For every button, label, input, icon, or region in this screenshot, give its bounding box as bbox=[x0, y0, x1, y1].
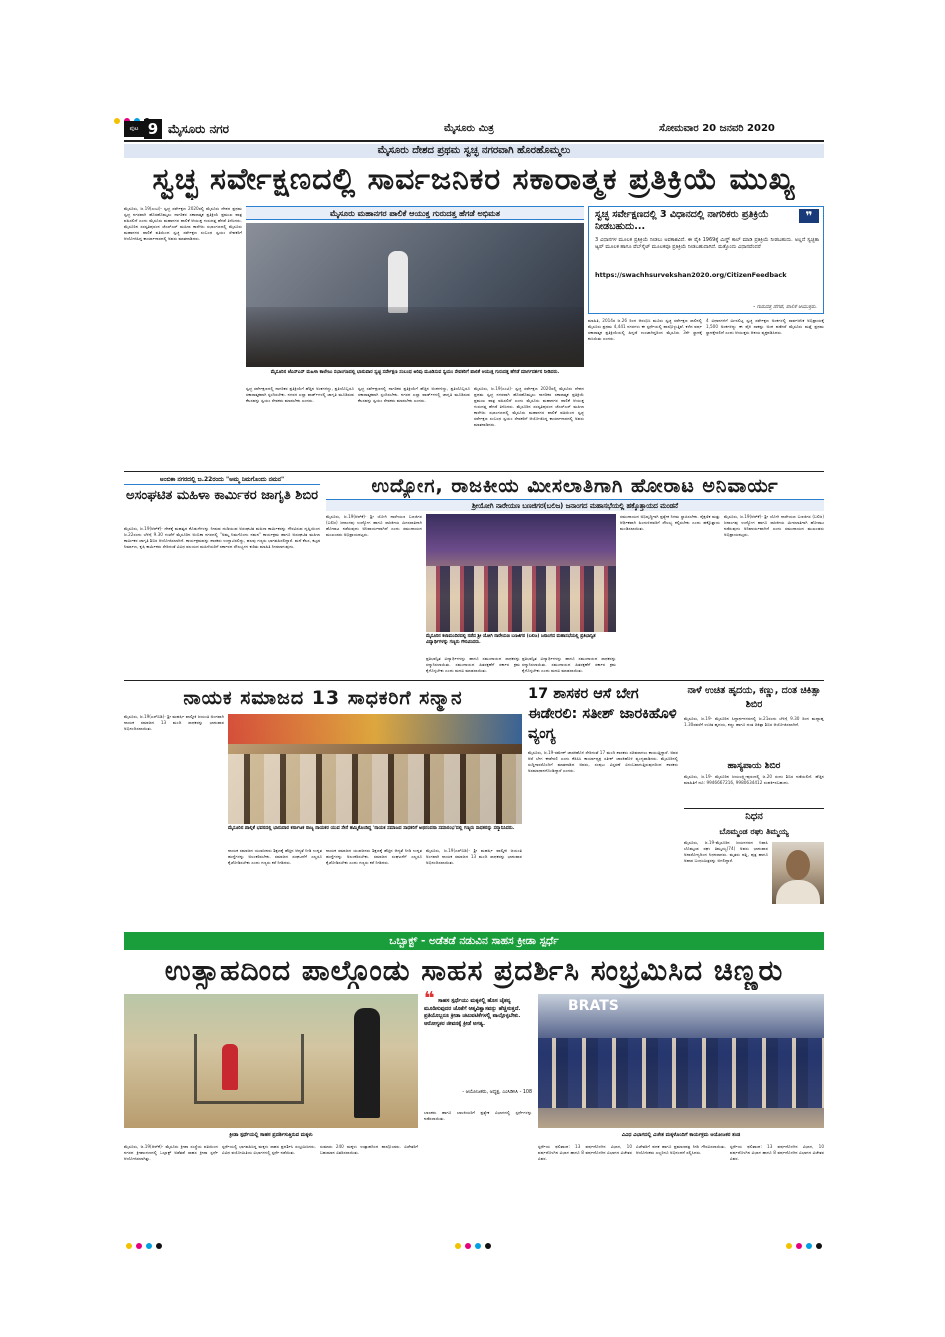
registration-marks-bottom-mid bbox=[455, 1243, 491, 1249]
divider-1 bbox=[124, 471, 824, 472]
divider-2 bbox=[124, 680, 824, 681]
story7-body-col1: ಮೈಸೂರು, ಜ.19(ಆರ್‌ಕೆ)- ಮೈಸೂರು ಕ್ರೀಡಾ ಸಂಸ್ಥೆಯ ವತಿಯಿಂದ ನಗರದ ಕ್ರೀಡಾಂಗಣದಲ್ಲಿ ಒಬ್ಬಾಕ್ಟ್ ಅಡೆತಡೆ ಸಾಹಸ ಕ್ರೀಡಾ ಸ್ಪರ್ಧೆ ಆಯೋಜಿಸಲಾಗಿತ್ತು. bbox=[124, 1144, 218, 1161]
story3-headline: ಉದ್ಯೋಗ, ರಾಜಕೀಯ ಮೀಸಲಾತಿಗಾಗಿ ಹೋರಾಟ ಅನಿವಾರ್ಯ bbox=[371, 475, 779, 497]
obituary-portrait bbox=[772, 842, 824, 904]
story2-flag: ಅಂಬಿಕಾ ನಗರದಲ್ಲಿ ಜ.22ರಂದು "ಅಮ್ಮ ನಿಮಗೊಂದು ನಮನ" bbox=[124, 474, 320, 485]
story3-body-col1: ಮೈಸೂರು, ಜ.19(ಆರ್‌ಕೆ)- ಶ್ರೀ ಯೋಗಿ ನಾರೇಯಣ ಬಣಜಿಗರ (ಬಲಿಜ) ಜನಾಂಗವು ಉದ್ಯೋಗ ಹಾಗೂ ರಾಜಕೀಯ ಮೀಸಲಾತಿಗಾಗಿ ಹೋರಾಟ ನಡೆಸುವುದು ಅನಿವಾರ್ಯವಾಗಿದೆ ಎಂದು ಸಮುದಾಯದ ಮುಖಂಡರು ಅಭಿಪ್ರಾಯಪಟ್ಟರು. bbox=[326, 514, 422, 537]
story4-caption: ಮೈಸೂರಿನ ಪಾಲ್ಗಿಕೆ ಭವನದಲ್ಲಿ ಭಾನುವಾರ ಕರ್ನಾಟಕ ರಾಜ್ಯ ನಾಯಕರ ಯುವ ಸೇನೆ ಹಮ್ಮಿಕೊಂಡಿದ್ದ 'ನಾಯಕ ಸಮಾಜದ ಸಾಧಕರಿಗೆ ಅಭಿನಂದನಾ ಸಮಾರಂಭ'ದಲ್ಲಿ ಗಣ್ಯರು ಸಾಧಕರನ್ನು ಸನ್ಮಾನಿಸಿದರು. bbox=[228, 826, 515, 831]
obituary-name: ಬೊಮ್ಮಂಡ ರಘು ತಿಮ್ಮಯ್ಯ bbox=[719, 827, 789, 836]
story7-quote-box bbox=[424, 988, 532, 1106]
story3-body-col2: ಪ್ರತಿಭಾನ್ವಿತ ವಿದ್ಯಾರ್ಥಿಗಳನ್ನು ಹಾಗೂ ಸಮುದಾಯದ ಸಾಧಕರನ್ನು ಸನ್ಮಾನಿಸಲಾಯಿತು. ಸಮುದಾಯದ ಹಿತರಕ್ಷಣೆಗೆ ಸರ್ಕಾರ ಕ್ರಮ ಕೈಗೊಳ್ಳಬೇಕು ಎಂದು ಮನವಿ ಮಾಡಲಾಯಿತು. bbox=[426, 656, 520, 673]
story4-body-col4: ಮೈಸೂರು, ಜ.19(ಎಸ್‌ಬಿಡಿ)- ಶ್ರೀ ಮಹರ್ಷಿ ವಾಲ್ಮೀಕಿ ಜಯಂತಿ ಅಂಗವಾಗಿ ನಾಯಕ ಸಮಾಜದ 13 ಮಂದಿ ಸಾಧಕರನ್ನು ಭಾನುವಾರ ಅಭಿನಂದಿಸಲಾಯಿತು. bbox=[426, 848, 522, 865]
story1-body-col6: 4 ವಿಧಾನಗಳಿಗೆ ಮೀಸಲಿಟ್ಟ ಸ್ವಚ್ಛ ಸರ್ವೇಕ್ಷಣ ಅಂಕಗಳಲ್ಲಿ ಸಾರ್ವಜನಿಕ ಅಭಿಪ್ರಾಯಕ್ಕೆ 1,500 ಅಂಕಗಳಿದ್ದು ಈ ಪೈಕಿ ಸಾಕಷ್ಟು ಅಂಕ ಪಡೆದರೆ ಮೈಸೂರು ಮತ್ತೆ ಪ್ರಥಮ ಸ್ಥಾನಕ್ಕೇರಲಿದೆ ಎಂದು ಆಯುಕ್ತರು ಆಶಯ ವ್ಯಕ್ತಪಡಿಸಿದರು. bbox=[706, 318, 824, 335]
quote-mark-icon: ❝ bbox=[424, 988, 435, 1009]
story1-body-col3: ಸ್ವಚ್ಛ ಸರ್ವೇಕ್ಷಣದಲ್ಲಿ ನಾಗರಿಕರ ಪ್ರತಿಕ್ರಿಯೆಗೆ ಹೆಚ್ಚಿನ ಅಂಕಗಳಿದ್ದು, ಪ್ರತಿಯೊಬ್ಬರೂ ಸಕಾರಾತ್ಮಕವಾಗಿ ಸ್ಪಂದಿಸಬೇಕು. ನಗರದ ಎಲ್ಲಾ ವಾರ್ಡ್‌ಗಳಲ್ಲಿ ಜಾಗೃತಿ ಮೂಡಿಸುವ ಕೆಲಸವನ್ನು ಸ್ವಯಂ ಸೇವಕರು ಮಾಡಬೇಕು ಎಂದರು. bbox=[358, 386, 470, 403]
story4-body-col3: ನಾಯಕ ಸಮಾಜದ ಯುವಜನರು ಶಿಕ್ಷಣಕ್ಕೆ ಹೆಚ್ಚಿನ ಆದ್ಯತೆ ನೀಡಿ ಉನ್ನತ ಹುದ್ದೆಗಳನ್ನು ಅಲಂಕರಿಸಬೇಕು. ಸಮಾಜದ ಸಂಘಟನೆಗೆ ಎಲ್ಲರೂ ಕೈಜೋಡಿಸಬೇಕು ಎಂದು ಗಣ್ಯರು ಕರೆ ನೀಡಿದರು. bbox=[326, 848, 422, 865]
audience bbox=[246, 307, 584, 367]
story6-sub-body: ಮೈಸೂರು, ಜ.19- ಮೈಸೂರಿನ ಜಯಲಕ್ಷ್ಮೀಪುರಂನಲ್ಲಿ ಜ.20 ರಂದು ಶಿಬಿರ ನಡೆಯಲಿದೆ. ಹೆಚ್ಚಿನ ಮಾಹಿತಿಗೆ ದೂ: 9946667216, 9980634412 ಸಂಪರ್ಕಿಸಬಹುದು. bbox=[684, 774, 824, 785]
issue-date: ಸೋಮವಾರ 20 ಜನವರಿ 2020 bbox=[659, 123, 775, 134]
awardees-row bbox=[426, 566, 616, 632]
box-link[interactable]: https://swachhsurvekshan2020.org/CitizenFeedback bbox=[595, 271, 787, 279]
story7-body-col3: ಸುಮಾರು 240 ಮಕ್ಕಳು ಉತ್ಸಾಹದಿಂದ ಪಾಲ್ಗೊಂಡರು. ವಿಜೇತರಿಗೆ ಬಹುಮಾನ ವಿತರಿಸಲಾಯಿತು. bbox=[320, 1144, 418, 1155]
story1-body-col2: ಸ್ವಚ್ಛ ಸರ್ವೇಕ್ಷಣದಲ್ಲಿ ನಾಗರಿಕರ ಪ್ರತಿಕ್ರಿಯೆಗೆ ಹೆಚ್ಚಿನ ಅಂಕಗಳಿದ್ದು, ಪ್ರತಿಯೊಬ್ಬರೂ ಸಕಾರಾತ್ಮಕವಾಗಿ ಸ್ಪಂದಿಸಬೇಕು. ನಗರದ ಎಲ್ಲಾ ವಾರ್ಡ್‌ಗಳಲ್ಲಿ ಜಾಗೃತಿ ಮೂಡಿಸುವ ಕೆಲಸವನ್ನು ಸ್ವಯಂ ಸೇವಕರು ಮಾಡಬೇಕು ಎಂದರು. bbox=[246, 386, 354, 403]
story1-caption: ಮೈಸೂರಿನ ಜೆಎಸ್‌ಎಸ್ ಮಹಿಳಾ ಕಾಲೇಜು ಸಭಾಂಗಣದಲ್ಲಿ ಭಾನುವಾರ ಸ್ವಚ್ಛ ಸರ್ವೇಕ್ಷಣ ಸಂಬಂಧ ಅರಿವು ಮೂಡಿಸುವ ಸ್ವಯಂ ಸೇವಕರಿಗೆ ಪಾಲಿಕೆ ಆಯುಕ್ತ ಗುರುದತ್ತ ಹೆಗಡೆ ಮಾರ್ಗದರ್ಶನ ನೀಡಿದರು. bbox=[270, 370, 560, 375]
story7-photo2-caption: ವಿವಿಧ ವಿಭಾಗದಲ್ಲಿ ವಿಜೇತ ಮಕ್ಕಳೊಂದಿಗೆ ಕಾರ್ಯಕ್ರಮ ಆಯೋಜಕರ ತಂಡ bbox=[621, 1132, 741, 1138]
quote-signature: - ಆಯೋಜಕರು, ಅಧ್ಯಕ್ಷ, ಎಂಸಿಡಿಸಿಸಿ - 108 bbox=[462, 1090, 532, 1095]
story6-sub-headline: ಹಾಸ್ಯಪಾಯ ಶಿಬಿರ bbox=[727, 761, 781, 771]
story2-body: ಮೈಸೂರು, ಜ.19(ಆರ್‌ಕೆ)- ದೇಶಕ್ಕೆ ಮಹತ್ವದ ಕೊಡುಗೆಗಳನ್ನು ನೀಡುವ ದುಡಿಯುವ ಅಸಂಘಟಿತ ಮಹಿಳಾ ಕಾರ್ಮಿಕರನ್ನು ಗೌರವಿಸುವ ದೃಷ್ಟಿಯಿಂದ ಜ.22ರಂದು ಬೆಳಿಗ್ಗೆ 9.30 ಗಂಟೆಗೆ ಮೈಸೂರಿನ ಅಂಬಿಕಾ ನಗರದಲ್ಲಿ "ಅಮ್ಮ ನಿಮಗೊಂದು ನಮನ" ಕಾರ್ಯಕ್ರಮ ಹಾಗೂ ಅಸಂಘಟಿತ ಮಹಿಳಾ ಕಾರ್ಮಿಕರ ಜಾಗೃತಿ ಶಿಬಿರ ಆಯೋಜಿಸಲಾಗಿದೆ. ಕಾರ್ಯಕ್ರಮವನ್ನು ಶಾಸಕರು ಉದ್ಘಾಟಿಸಲಿದ್ದು, ಹಲವು ಗಣ್ಯರು ಭಾಗವಹಿಸಲಿದ್ದಾರೆ. ಮನೆ ಕೆಲಸ, ಕಟ್ಟಡ ನಿರ್ಮಾಣ, ಕೃಷಿ ಕಾರ್ಮಿಕರು ಸೇರಿದಂತೆ ವಿವಿಧ ವಲಯದ ಮಹಿಳೆಯರಿಗೆ ಸರ್ಕಾರದ ಸೌಲಭ್ಯಗಳ ಕುರಿತು ಮಾಹಿತಿ ನೀಡಲಾಗುವುದು. bbox=[124, 526, 320, 549]
story1-body-col1: ಮೈಸೂರು, ಜ.19(ಎಂಟಿ)- ಸ್ವಚ್ಛ ಸರ್ವೇಕ್ಷಣ 2020ರಲ್ಲಿ ಮೈಸೂರು ದೇಶದ ಪ್ರಥಮ ಸ್ವಚ್ಛ ನಗರವಾಗಿ ಹೊರಹೊಮ್ಮಲು ನಾಗರಿಕರ ಸಕಾರಾತ್ಮಕ ಪ್ರತಿಕ್ರಿಯೆ ಪ್ರಮುಖ ಪಾತ್ರ ವಹಿಸಲಿದೆ ಎಂದು ಮೈಸೂರು ಮಹಾನಗರ ಪಾಲಿಕೆ ಆಯುಕ್ತ ಗುರುದತ್ತ ಹೆಗಡೆ ತಿಳಿಸಿದರು. ಮೈಸೂರಿನ ಸರಸ್ವತಿಪುರಂನ ಜೆಎಸ್‌ಎಸ್ ಮಹಿಳಾ ಕಾಲೇಜು ಸಭಾಂಗಣದಲ್ಲಿ ಮೈಸೂರು ಮಹಾನಗರ ಪಾಲಿಕೆ ವತಿಯಿಂದ ಸ್ವಚ್ಛ ಸರ್ವೇಕ್ಷಣ ಸಂಬಂಧ ಸ್ವಯಂ ಸೇವಕರಿಗೆ ಆಯೋಜಿಸಿದ್ದ ಕಾರ್ಯಾಗಾರದಲ್ಲಿ ಅವರು ಮಾತನಾಡಿದರು. bbox=[124, 206, 242, 241]
honorees bbox=[228, 754, 522, 824]
obituary-body: ಮೈಸೂರು, ಜ.19-ಮೈಸೂರಿನ ಜಯನಗರದ ನಿವಾಸಿ ಬೊಮ್ಮಂಡ ರಘು ತಿಮ್ಮಯ್ಯ(74) ಅವರು ಭಾನುವಾರ ಅನಾರೋಗ್ಯದಿಂದ ನಿಧನರಾದರು. ಮೃತರು ಪತ್ನಿ, ಪುತ್ರ ಹಾಗೂ ಅಪಾರ ಬಂಧುಮಿತ್ರರನ್ನು ಅಗಲಿದ್ದಾರೆ. bbox=[684, 840, 768, 863]
story6-headline: ನಾಳೆ ಉಚಿತ ಹೃದಯ, ಕಣ್ಣು, ದಂತ ಚಿಕಿತ್ಸಾ ಶಿಬಿರ bbox=[687, 685, 821, 710]
band-label: ಒಬ್ಬಾಕ್ಟ್ - ಅಡೆತಡೆ ನಡುವಿನ ಸಾಹಸ ಕ್ರೀಡಾ ಸ್ಪರ್ಧೆ bbox=[389, 935, 559, 947]
paper-name: ಮೈಸೂರು ಮಿತ್ರ bbox=[444, 123, 494, 134]
child-figure bbox=[222, 1044, 238, 1090]
story3-subhead: ಶ್ರೀಯೋಗಿ ನಾರೇಯಣ ಬಣಜಿಗರ(ಬಲಿಜ) ಜನಾಂಗದ ಮಹಾಸಭೆಯಲ್ಲಿ ಹಕ್ಕೊತ್ತಾಯದ ಮಂಡನೆ bbox=[326, 499, 824, 511]
page-number: 9 bbox=[144, 119, 162, 139]
story7-headline: ಉತ್ಸಾಹದಿಂದ ಪಾಲ್ಗೊಂಡು ಸಾಹಸ ಪ್ರದರ್ಶಿಸಿ ಸಂಭ್ರಮಿಸಿದ ಚಿಣ್ಣರು bbox=[164, 954, 784, 987]
story1-kicker: ಮೈಸೂರು ದೇಶದ ಪ್ರಥಮ ಸ್ವಚ್ಛ ನಗರವಾಗಿ ಹೊರಹೊಮ್ಮಲು bbox=[124, 144, 824, 158]
story1-headline: ಸ್ವಚ್ಛ ಸರ್ವೇಕ್ಷಣದಲ್ಲಿ ಸಾರ್ವಜನಿಕರ ಸಕಾರಾತ್ಮಕ ಪ್ರತಿಕ್ರಿಯೆ ಮುಖ್ಯ bbox=[152, 162, 796, 197]
hurdle-frame bbox=[194, 1034, 304, 1104]
story7-body-col5: ಸ್ಪರ್ಧೆಯ ಫಲಿತಾಂಶ: 13 ವರ್ಷದೊಳಗಿನ ವಿಭಾಗ, 10 ವರ್ಷದೊಳಗಿನ ವಿಭಾಗ ಹಾಗೂ 8 ವರ್ಷದೊಳಗಿನ ವಿಭಾಗದ ವಿಜೇತರ ವಿವರ. bbox=[538, 1144, 632, 1161]
story4-photo bbox=[228, 714, 522, 824]
story7-photo1 bbox=[124, 994, 418, 1128]
registration-marks-bottom-right bbox=[786, 1243, 822, 1249]
page-label: ಪುಟ bbox=[124, 121, 144, 137]
story1-subhead: ಮೈಸೂರು ಮಹಾನಗರ ಪಾಲಿಕೆ ಆಯುಕ್ತ ಗುರುದತ್ತ ಹೆಗಡೆ ಅಭಿಮತ bbox=[246, 206, 584, 220]
story7-photo2 bbox=[538, 994, 824, 1128]
quote-text: ಸಾಹಸ ಸ್ಪರ್ಧೆಯು ಮಕ್ಕಳಲ್ಲಿ ಹೊಸ ಚೈತನ್ಯ ಮೂಡಿಸುವುದರ ಜೊತೆಗೆ ಆತ್ಮವಿಶ್ವಾಸವನ್ನು ಹೆಚ್ಚಿಸುತ್ತದೆ. ಪ್ರತಿಯೊಬ್ಬರೂ ಕ್ರೀಡಾ ಚಟುವಟಿಕೆಗಳಲ್ಲಿ ಪಾಲ್ಗೊಳ್ಳಬೇಕು. ಆರೋಗ್ಯಕರ ಜೀವನಕ್ಕೆ ಕ್ರೀಡೆ ಅಗತ್ಯ. bbox=[424, 998, 521, 1027]
box-title: ಸ್ವಚ್ಛ ಸರ್ವೇಕ್ಷಣದಲ್ಲಿ 3 ವಿಧಾನದಲ್ಲಿ ನಾಗರಿಕರು ಪ್ರತಿಕ್ರಿಯೆ ನೀಡಬಹುದು... bbox=[595, 209, 769, 232]
story4-headline: ನಾಯಕ ಸಮಾಜದ 13 ಸಾಧಕರಿಗೆ ಸನ್ಮಾನ bbox=[183, 687, 463, 709]
portrait-face bbox=[786, 850, 810, 880]
story6-body: ಮೈಸೂರು, ಜ.19- ಮೈಸೂರಿನ ಸಿದ್ದಾರ್ಥನಗರದಲ್ಲಿ ಜ.21ರಂದು ಬೆಳಿಗ್ಗೆ 9.30 ರಿಂದ ಮಧ್ಯಾಹ್ನ 1.30ರವರೆಗೆ ಉಚಿತ ಹೃದಯ, ಕಣ್ಣು ಹಾಗೂ ದಂತ ಚಿಕಿತ್ಸಾ ಶಿಬಿರ ಆಯೋಜಿಸಲಾಗಿದೆ. bbox=[684, 716, 824, 727]
box-signature: - ಗುರುದತ್ತ ಹೆಗಡೆ, ಪಾಲಿಕೆ ಆಯುಕ್ತರು. bbox=[753, 304, 817, 310]
story7-body-col6: ವಿಜೇತರಿಗೆ ಪದಕ ಹಾಗೂ ಪ್ರಮಾಣಪತ್ರ ನೀಡಿ ಗೌರವಿಸಲಾಯಿತು. ಆಯೋಜಕರು ಎಲ್ಲರಿಗೂ ಅಭಿನಂದನೆ ಸಲ್ಲಿಸಿದರು. bbox=[636, 1144, 726, 1155]
masthead bbox=[124, 119, 824, 139]
story4-body-col2: ನಾಯಕ ಸಮಾಜದ ಯುವಜನರು ಶಿಕ್ಷಣಕ್ಕೆ ಹೆಚ್ಚಿನ ಆದ್ಯತೆ ನೀಡಿ ಉನ್ನತ ಹುದ್ದೆಗಳನ್ನು ಅಲಂಕರಿಸಬೇಕು. ಸಮಾಜದ ಸಂಘಟನೆಗೆ ಎಲ್ಲರೂ ಕೈಜೋಡಿಸಬೇಕು ಎಂದು ಗಣ್ಯರು ಕರೆ ನೀಡಿದರು. bbox=[228, 848, 322, 865]
quote-icon: ❞ bbox=[799, 209, 819, 223]
story7-photo1-caption: ಕ್ರೀಡಾ ಸ್ಪರ್ಧೆಯಲ್ಲಿ ಸಾಹಸ ಪ್ರದರ್ಶಿಸುತ್ತಿರುವ ಮಕ್ಕಳು bbox=[229, 1132, 313, 1138]
story3-caption: ಮೈಸೂರಿನ ಕಲಾಮಂದಿರದಲ್ಲಿ ನಡೆದ ಶ್ರೀ ಯೋಗಿ ನಾರೇಯಣ ಬಣಜಿಗರ (ಬಲಿಜ) ಜನಾಂಗದ ಮಹಾಸಭೆಯಲ್ಲಿ ಪ್ರತಿಭಾನ್ವಿತ ವಿದ್ಯಾರ್ಥಿಗಳನ್ನು ಗಣ್ಯರು ಗೌರವಿಸಿದರು. bbox=[426, 634, 596, 645]
story2-headline: ಅಸಂಘಟಿತ ಮಹಿಳಾ ಕಾರ್ಮಿಕರ ಜಾಗೃತಿ ಶಿಬಿರ bbox=[125, 488, 319, 503]
obituary-rule bbox=[684, 808, 824, 809]
story3-body-col4: ಸಮುದಾಯದ ಅಭಿವೃದ್ಧಿಗಾಗಿ ಪ್ರತ್ಯೇಕ ನಿಗಮ ಸ್ಥಾಪಿಸಬೇಕು. ಶೈಕ್ಷಣಿಕ ಮತ್ತು ಆರ್ಥಿಕವಾಗಿ ಹಿಂದುಳಿದವರಿಗೆ ಸೌಲಭ್ಯ ಕಲ್ಪಿಸಬೇಕು ಎಂದು ಹಕ್ಕೊತ್ತಾಯ ಮಂಡಿಸಲಾಯಿತು. bbox=[620, 514, 720, 531]
story3-body-col5: ಮೈಸೂರು, ಜ.19(ಆರ್‌ಕೆ)- ಶ್ರೀ ಯೋಗಿ ನಾರೇಯಣ ಬಣಜಿಗರ (ಬಲಿಜ) ಜನಾಂಗವು ಉದ್ಯೋಗ ಹಾಗೂ ರಾಜಕೀಯ ಮೀಸಲಾತಿಗಾಗಿ ಹೋರಾಟ ನಡೆಸುವುದು ಅನಿವಾರ್ಯವಾಗಿದೆ ಎಂದು ಸಮುದಾಯದ ಮುಖಂಡರು ಅಭಿಪ್ರಾಯಪಟ್ಟರು. bbox=[724, 514, 824, 537]
registration-marks-bottom-left bbox=[126, 1243, 162, 1249]
banner-text: BRATS bbox=[568, 998, 619, 1014]
portrait-shoulders bbox=[776, 880, 820, 904]
sport-band bbox=[124, 932, 824, 950]
story7-body-col7: ಸ್ಪರ್ಧೆಯ ಫಲಿತಾಂಶ: 13 ವರ್ಷದೊಳಗಿನ ವಿಭಾಗ, 10 ವರ್ಷದೊಳಗಿನ ವಿಭಾಗ ಹಾಗೂ 8 ವರ್ಷದೊಳಗಿನ ವಿಭಾಗದ ವಿಜೇತರ ವಿವರ. bbox=[730, 1144, 824, 1161]
speaker-figure bbox=[388, 251, 408, 313]
box-body: 3 ವಿಧಾನಗಳ ಮೂಲಕ ಪ್ರತಿಕ್ರಿಯೆ ನೀಡಲು ಅವಕಾಶವಿದೆ. ಈ ಪೈಕಿ 1969ಕ್ಕೆ ಮಿಸ್ಡ್ ಕಾಲ್ ಮಾಡಿ ಪ್ರತಿಕ್ರಿಯೆ ನೀಡಬಹುದು. ಅಲ್ಲದೆ ಸ್ವಚ್ಛತಾ ಆ್ಯಪ್ ಮೂಲಕ ಹಾಗೂ ವೆಬ್‌ಸೈಟ್ ಮೂಲಕವೂ ಪ್ರತಿಕ್ರಿಯೆ ನೀಡಬಹುದಾಗಿದೆ. ಮತ್ತೊಂದು ವಿಧಾನವೆಂದರೆ bbox=[595, 237, 819, 250]
story5-body: ಮೈಸೂರು, ಜ.19-ರಮೇಶ್ ಜಾರಕಿಹೊಳಿ ಸೇರಿದಂತೆ 17 ಮಂದಿ ಶಾಸಕರು ಸಚಿವರಾಗಲು ಕಾಯುತ್ತಿದ್ದಾರೆ. ಅವರ ಆಸೆ ಬೇಗ ಈಡೇರಲಿ ಎಂದು ಕೆಪಿಸಿಸಿ ಕಾರ್ಯಾಧ್ಯಕ್ಷ ಸತೀಶ್ ಜಾರಕಿಹೊಳಿ ವ್ಯಂಗ್ಯವಾಡಿದರು. ಮೈಸೂರಿನಲ್ಲಿ ಸುದ್ದಿಗಾರರೊಂದಿಗೆ ಮಾತನಾಡಿದ ಅವರು, ಸಂಪುಟ ವಿಸ್ತರಣೆ ವಿಳಂಬವಾಗುತ್ತಿರುವುದರಿಂದ ಶಾಸಕರು ಅಸಮಾಧಾನಗೊಂಡಿದ್ದಾರೆ ಎಂದರು. bbox=[528, 750, 678, 773]
story1-body-col4: ಮೈಸೂರು, ಜ.19(ಎಂಟಿ)- ಸ್ವಚ್ಛ ಸರ್ವೇಕ್ಷಣ 2020ರಲ್ಲಿ ಮೈಸೂರು ದೇಶದ ಪ್ರಥಮ ಸ್ವಚ್ಛ ನಗರವಾಗಿ ಹೊರಹೊಮ್ಮಲು ನಾಗರಿಕರ ಸಕಾರಾತ್ಮಕ ಪ್ರತಿಕ್ರಿಯೆ ಪ್ರಮುಖ ಪಾತ್ರ ವಹಿಸಲಿದೆ ಎಂದು ಮೈಸೂರು ಮಹಾನಗರ ಪಾಲಿಕೆ ಆಯುಕ್ತ ಗುರುದತ್ತ ಹೆಗಡೆ ತಿಳಿಸಿದರು. ಮೈಸೂರಿನ ಸರಸ್ವತಿಪುರಂನ ಜೆಎಸ್‌ಎಸ್ ಮಹಿಳಾ ಕಾಲೇಜು ಸಭಾಂಗಣದಲ್ಲಿ ಮೈಸೂರು ಮಹಾನಗರ ಪಾಲಿಕೆ ವತಿಯಿಂದ ಸ್ವಚ್ಛ ಸರ್ವೇಕ್ಷಣ ಸಂಬಂಧ ಸ್ವಯಂ ಸೇವಕರಿಗೆ ಆಯೋಜಿಸಿದ್ದ ಕಾರ್ಯಾಗಾರದಲ್ಲಿ ಅವರು ಮಾತನಾಡಿದರು. bbox=[474, 386, 584, 427]
coach-figure bbox=[354, 1008, 380, 1118]
story4-body-col1: ಮೈಸೂರು, ಜ.19(ಎಸ್‌ಬಿಡಿ)- ಶ್ರೀ ಮಹರ್ಷಿ ವಾಲ್ಮೀಕಿ ಜಯಂತಿ ಅಂಗವಾಗಿ ನಾಯಕ ಸಮಾಜದ 13 ಮಂದಿ ಸಾಧಕರನ್ನು ಭಾನುವಾರ ಅಭಿನಂದಿಸಲಾಯಿತು. bbox=[124, 714, 224, 731]
story7-body-col4: ಬಾಲಕರು ಹಾಗೂ ಬಾಲಕಿಯರಿಗೆ ಪ್ರತ್ಯೇಕ ವಿಭಾಗದಲ್ಲಿ ಸ್ಪರ್ಧೆಗಳನ್ನು ನಡೆಸಲಾಯಿತು. bbox=[424, 1110, 532, 1121]
banner bbox=[228, 714, 522, 744]
story3-body-col3: ಪ್ರತಿಭಾನ್ವಿತ ವಿದ್ಯಾರ್ಥಿಗಳನ್ನು ಹಾಗೂ ಸಮುದಾಯದ ಸಾಧಕರನ್ನು ಸನ್ಮಾನಿಸಲಾಯಿತು. ಸಮುದಾಯದ ಹಿತರಕ್ಷಣೆಗೆ ಸರ್ಕಾರ ಕ್ರಮ ಕೈಗೊಳ್ಳಬೇಕು ಎಂದು ಮನವಿ ಮಾಡಲಾಯಿತು. bbox=[522, 656, 616, 673]
team-row bbox=[538, 1038, 824, 1108]
story7-body-col2: ಸ್ಪರ್ಧೆಯಲ್ಲಿ ಭಾಗವಹಿಸಿದ್ದ ಮಕ್ಕಳು ಸಾಹಸ ಪ್ರದರ್ಶಿಸಿ ಸಂಭ್ರಮಿಸಿದರು. ವಿವಿಧ ವಯೋಮಿತಿಯ ವಿಭಾಗಗಳಲ್ಲಿ ಸ್ಪರ್ಧೆ ನಡೆಯಿತು. bbox=[222, 1144, 316, 1155]
story5-headline: 17 ಶಾಸಕರ ಆಸೆ ಬೇಗ ಈಡೇರಲಿ: ಸತೀಶ್ ಜಾರಕಿಹೊಳಿ ವ್ಯಂಗ್ಯ bbox=[528, 686, 677, 742]
story1-photo bbox=[246, 223, 584, 367]
story1-info-box bbox=[588, 206, 824, 314]
section-name: ಮೈಸೂರು ನಗರ bbox=[168, 122, 230, 136]
story1-body-col5: ಮಾಹಿತಿ, 2014ರ ಜ.26 ರಿಂದ ಆರಂಭಿಸಿ ಮೂರು ಸ್ವಚ್ಛ ಸರ್ವೇಕ್ಷಣ ಸಾಲಿನಲ್ಲಿ ಮೈಸೂರು ಪ್ರಥಮ 4,441 ನಗರಗಳು ಈ ಸ್ಪರ್ಧೆಯಲ್ಲಿ ಪಾಲ್ಗೊಳ್ಳುತ್ತಿವೆ. ಕಳೆದ ವರ್ಷ ಸಕಾರಾತ್ಮಕ ಪ್ರತಿಕ್ರಿಯೆಯಲ್ಲಿ ಹಿನ್ನಡೆ ಉಂಟಾಗಿದ್ದರಿಂದ ಮೈಸೂರು 3ನೇ ಸ್ಥಾನಕ್ಕೆ ಕುಸಿಯಿತು ಎಂದರು. bbox=[588, 318, 702, 341]
masthead-rule bbox=[124, 140, 824, 142]
story3-photo bbox=[426, 514, 616, 632]
obituary-label: ನಿಧನ bbox=[745, 811, 763, 822]
